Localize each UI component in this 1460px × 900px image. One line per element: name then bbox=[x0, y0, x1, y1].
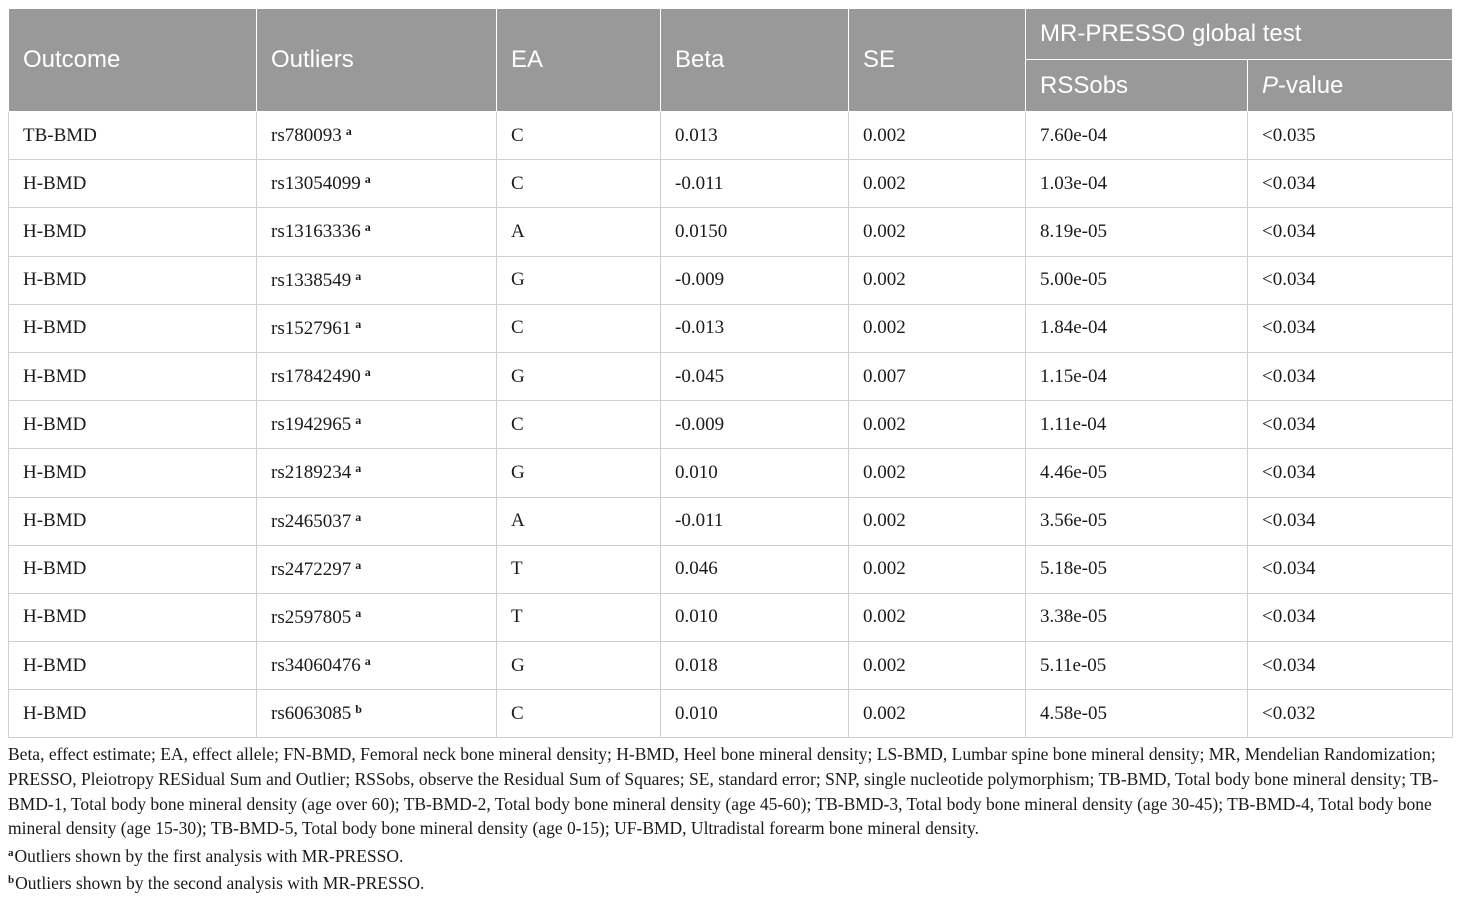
cell-p-value: <0.034 bbox=[1248, 593, 1453, 641]
cell-outliers bbox=[257, 160, 497, 208]
table-row bbox=[9, 352, 1453, 400]
cell-ea: C bbox=[497, 112, 661, 160]
cell-ea: A bbox=[497, 208, 661, 256]
footnote-b-mark: b bbox=[8, 874, 15, 887]
table-row bbox=[9, 112, 1453, 160]
snp-id: rs34060476 bbox=[271, 655, 361, 677]
header-beta: Beta bbox=[661, 9, 849, 112]
cell-se: 0.002 bbox=[849, 401, 1026, 449]
cell-ea: T bbox=[497, 545, 661, 593]
footnote-mark: a bbox=[355, 557, 362, 572]
cell-outliers bbox=[257, 352, 497, 400]
snp-id: rs1942965 bbox=[271, 414, 352, 436]
cell-beta: -0.009 bbox=[661, 401, 849, 449]
footnote-mark: a bbox=[364, 654, 371, 669]
cell-p-value: <0.034 bbox=[1248, 497, 1453, 545]
header-mr-presso-global-test: MR-PRESSO global test bbox=[1026, 9, 1453, 60]
cell-beta: -0.011 bbox=[661, 497, 849, 545]
cell-beta: 0.010 bbox=[661, 690, 849, 738]
cell-rssobs: 4.58e-05 bbox=[1026, 690, 1248, 738]
footnote-mark: a bbox=[345, 124, 352, 139]
cell-ea: G bbox=[497, 352, 661, 400]
cell-se: 0.007 bbox=[849, 352, 1026, 400]
table-row bbox=[9, 642, 1453, 690]
cell-rssobs: 1.84e-04 bbox=[1026, 304, 1248, 352]
footnote-b bbox=[8, 868, 1452, 896]
cell-outcome: H-BMD bbox=[9, 352, 257, 400]
footnote-mark: a bbox=[355, 316, 362, 331]
cell-outcome: H-BMD bbox=[9, 256, 257, 304]
mr-presso-table bbox=[8, 8, 1453, 738]
cell-ea: A bbox=[497, 497, 661, 545]
cell-outcome: TB-BMD bbox=[9, 112, 257, 160]
snp-id: rs2597805 bbox=[271, 606, 352, 628]
cell-p-value: <0.034 bbox=[1248, 160, 1453, 208]
footnote-b-text: Outliers shown by the second analysis with MR-PRESSO. bbox=[15, 873, 425, 894]
header-outcome: Outcome bbox=[9, 9, 257, 112]
cell-ea: C bbox=[497, 401, 661, 449]
cell-se: 0.002 bbox=[849, 304, 1026, 352]
footnote-mark: a bbox=[364, 172, 371, 187]
cell-p-value: <0.034 bbox=[1248, 208, 1453, 256]
table-row bbox=[9, 208, 1453, 256]
cell-rssobs: 1.03e-04 bbox=[1026, 160, 1248, 208]
cell-beta: -0.045 bbox=[661, 352, 849, 400]
snp-id: rs6063085 bbox=[271, 703, 352, 725]
cell-rssobs: 5.18e-05 bbox=[1026, 545, 1248, 593]
cell-outliers bbox=[257, 304, 497, 352]
cell-rssobs: 7.60e-04 bbox=[1026, 112, 1248, 160]
cell-outcome: H-BMD bbox=[9, 497, 257, 545]
table-footnotes bbox=[8, 742, 1452, 896]
snp-id: rs13163336 bbox=[271, 221, 361, 243]
header-p-letter: P bbox=[1262, 71, 1279, 99]
table-body bbox=[9, 112, 1453, 738]
cell-rssobs: 1.11e-04 bbox=[1026, 401, 1248, 449]
cell-outcome: H-BMD bbox=[9, 160, 257, 208]
cell-outcome: H-BMD bbox=[9, 401, 257, 449]
cell-outliers bbox=[257, 690, 497, 738]
cell-ea: G bbox=[497, 449, 661, 497]
cell-rssobs: 4.46e-05 bbox=[1026, 449, 1248, 497]
cell-rssobs: 3.38e-05 bbox=[1026, 593, 1248, 641]
cell-se: 0.002 bbox=[849, 449, 1026, 497]
table-row bbox=[9, 304, 1453, 352]
table-row bbox=[9, 593, 1453, 641]
cell-outcome: H-BMD bbox=[9, 545, 257, 593]
cell-beta: -0.011 bbox=[661, 160, 849, 208]
cell-outcome: H-BMD bbox=[9, 208, 257, 256]
footnote-mark: a bbox=[355, 461, 362, 476]
cell-outcome: H-BMD bbox=[9, 642, 257, 690]
header-outliers: Outliers bbox=[257, 9, 497, 112]
table-row bbox=[9, 449, 1453, 497]
footnote-a-text: Outliers shown by the first analysis with MR-PRESSO. bbox=[14, 845, 404, 866]
table-row bbox=[9, 401, 1453, 449]
footnote-mark: a bbox=[355, 509, 362, 524]
table-row bbox=[9, 690, 1453, 738]
abbreviations-note: Beta, effect estimate; EA, effect allele; FN-BMD, Femoral neck bone mineral density; H-BMD, Heel bone mineral density; LS-BMD, Lumbar spine bone mineral density; MR, Mendelian Randomization; PRESSO, Pleiotropy RESidual Sum and Outlier; RSSobs, observe the Residual Sum of Squares; SE, standard error; SNP, single nucleotide polymorphism; TB-BMD, Total body bone mineral density; TB-BMD-1, Total body bone mineral density (age over 60); TB-BMD-2, Total body bone mineral density (age 45-60); TB-BMD-3, Total body bone mineral density (age 30-45); TB-BMD-4, Total body bone mineral density (age 15-30); TB-BMD-5, Total body bone mineral density (age 0-15); UF-BMD, Ultradistal forearm bone mineral density. bbox=[8, 744, 1439, 839]
cell-outliers bbox=[257, 401, 497, 449]
cell-outliers bbox=[257, 112, 497, 160]
cell-beta: 0.010 bbox=[661, 593, 849, 641]
cell-outliers bbox=[257, 256, 497, 304]
table-header bbox=[9, 9, 1453, 112]
cell-beta: 0.010 bbox=[661, 449, 849, 497]
cell-p-value: <0.034 bbox=[1248, 256, 1453, 304]
table-row bbox=[9, 497, 1453, 545]
cell-ea: C bbox=[497, 160, 661, 208]
footnote-mark: a bbox=[355, 268, 362, 283]
cell-se: 0.002 bbox=[849, 690, 1026, 738]
cell-se: 0.002 bbox=[849, 497, 1026, 545]
cell-p-value: <0.034 bbox=[1248, 352, 1453, 400]
cell-outliers bbox=[257, 545, 497, 593]
cell-ea: C bbox=[497, 690, 661, 738]
header-p-suffix: -value bbox=[1278, 71, 1344, 99]
cell-rssobs: 8.19e-05 bbox=[1026, 208, 1248, 256]
snp-id: rs2472297 bbox=[271, 558, 352, 580]
table-row bbox=[9, 160, 1453, 208]
cell-ea: C bbox=[497, 304, 661, 352]
cell-ea: G bbox=[497, 256, 661, 304]
footnote-mark: a bbox=[355, 413, 362, 428]
snp-id: rs2189234 bbox=[271, 462, 352, 484]
cell-p-value: <0.034 bbox=[1248, 304, 1453, 352]
header-se: SE bbox=[849, 9, 1026, 112]
cell-beta: 0.018 bbox=[661, 642, 849, 690]
cell-p-value: <0.035 bbox=[1248, 112, 1453, 160]
cell-outliers bbox=[257, 642, 497, 690]
cell-outcome: H-BMD bbox=[9, 593, 257, 641]
cell-outcome: H-BMD bbox=[9, 304, 257, 352]
cell-se: 0.002 bbox=[849, 642, 1026, 690]
cell-rssobs: 5.00e-05 bbox=[1026, 256, 1248, 304]
snp-id: rs780093 bbox=[271, 125, 342, 147]
cell-rssobs: 3.56e-05 bbox=[1026, 497, 1248, 545]
cell-outcome: H-BMD bbox=[9, 690, 257, 738]
cell-outcome: H-BMD bbox=[9, 449, 257, 497]
cell-ea: T bbox=[497, 593, 661, 641]
footnote-mark: a bbox=[364, 220, 371, 235]
cell-beta: -0.013 bbox=[661, 304, 849, 352]
cell-se: 0.002 bbox=[849, 256, 1026, 304]
table-row bbox=[9, 545, 1453, 593]
snp-id: rs13054099 bbox=[271, 173, 361, 195]
table-row bbox=[9, 256, 1453, 304]
cell-outliers bbox=[257, 208, 497, 256]
cell-beta: -0.009 bbox=[661, 256, 849, 304]
footnote-a-mark: a bbox=[8, 846, 14, 859]
snp-id: rs1527961 bbox=[271, 317, 352, 339]
header-rssobs: RSSobs bbox=[1026, 60, 1248, 112]
cell-beta: 0.013 bbox=[661, 112, 849, 160]
footnote-mark: a bbox=[364, 365, 371, 380]
cell-p-value: <0.034 bbox=[1248, 401, 1453, 449]
header-p-value bbox=[1248, 60, 1453, 112]
footnote-a bbox=[8, 841, 1452, 869]
cell-beta: 0.046 bbox=[661, 545, 849, 593]
cell-p-value: <0.034 bbox=[1248, 545, 1453, 593]
cell-rssobs: 1.15e-04 bbox=[1026, 352, 1248, 400]
cell-se: 0.002 bbox=[849, 593, 1026, 641]
cell-se: 0.002 bbox=[849, 112, 1026, 160]
footnote-mark: a bbox=[355, 605, 362, 620]
cell-se: 0.002 bbox=[849, 208, 1026, 256]
cell-outliers bbox=[257, 449, 497, 497]
cell-p-value: <0.032 bbox=[1248, 690, 1453, 738]
cell-p-value: <0.034 bbox=[1248, 449, 1453, 497]
footnote-mark: b bbox=[355, 702, 362, 717]
cell-se: 0.002 bbox=[849, 545, 1026, 593]
cell-outliers bbox=[257, 497, 497, 545]
cell-beta: 0.0150 bbox=[661, 208, 849, 256]
snp-id: rs17842490 bbox=[271, 366, 361, 388]
snp-id: rs2465037 bbox=[271, 510, 352, 532]
cell-ea: G bbox=[497, 642, 661, 690]
cell-p-value: <0.034 bbox=[1248, 642, 1453, 690]
cell-rssobs: 5.11e-05 bbox=[1026, 642, 1248, 690]
snp-id: rs1338549 bbox=[271, 269, 352, 291]
table-figure bbox=[8, 8, 1452, 896]
header-ea: EA bbox=[497, 9, 661, 112]
cell-se: 0.002 bbox=[849, 160, 1026, 208]
cell-outliers bbox=[257, 593, 497, 641]
